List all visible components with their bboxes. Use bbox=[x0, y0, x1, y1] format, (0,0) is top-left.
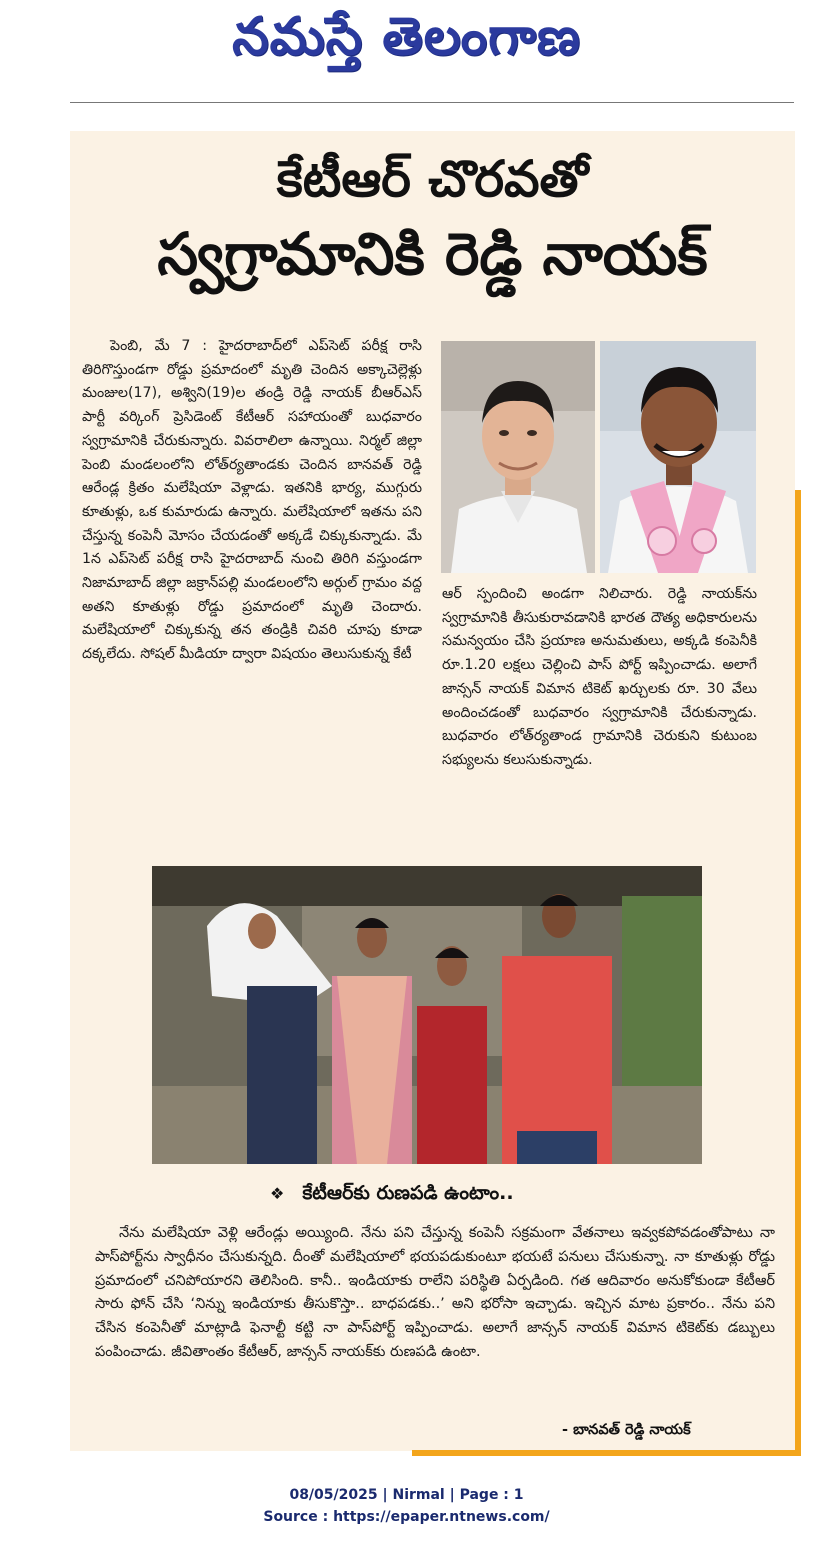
quote-body: నేను మలేషియా వెళ్లి ఆరేండ్లు అయ్యింది. నేను పని చేస్తున్న కంపెనీ సక్రమంగా వేతనాలు ఇవ్వకపోవడంతోపాటు నా పాస్‌పోర్ట్‌ను స్వాధీనం చేసుకున్నది. దీంతో మలేషియాలో భయపడుకుంటూ భయటే పనులు చేసుకున్నా. నా కూతుళ్లు రోడ్డు ప్రమాదంలో చనిపోయారని తెలిసింది. కానీ.. ఇండియాకు రాలేని పరిస్థితి ఏర్పడింది. గత ఆదివారం అనుకోకుండా కేటీఆర్ సారు ఫోన్ చేసి ‘నిన్ను ఇండియాకు తీసుకొస్తా.. బాధపడకు..’ అని భరోసా ఇచ్చాడు. ఇచ్చిన మాట ప్రకారం.. నేను పని చేసిన కంపెనీతో మాట్లాడి ఫెనాల్టీ కట్టి నా పాస్‌పోర్ట్ ఇప్పించాడు. అలాగే జాన్సన్ నాయక్ విమాన టికెట్‌కు డబ్బులు పంపించాడు. జీవితాంతం కేటీఆర్, జాన్సన్ నాయక్‌కు రుణపడి ఉంటా. bbox=[95, 1225, 775, 1360]
portrait-ktr-illustration bbox=[441, 341, 595, 573]
masthead-divider bbox=[70, 102, 794, 103]
headline-line-1: కేటీఆర్ చొరవతో bbox=[276, 150, 589, 208]
footer-source: Source : https://epaper.ntnews.com/ bbox=[263, 1509, 550, 1525]
photo-family bbox=[152, 866, 702, 1164]
photo-portrait-leader bbox=[600, 341, 756, 573]
portrait-leader-illustration bbox=[600, 341, 756, 573]
photo-portrait-ktr bbox=[441, 341, 595, 573]
masthead-title: నమస్తే తెలంగాణ bbox=[232, 6, 581, 67]
quote-subheading-text: కేటీఆర్‌కు రుణపడి ఉంటాం.. bbox=[302, 1182, 514, 1204]
quote-signature: - బానవత్ రెడ్డి నాయక్ bbox=[562, 1422, 691, 1438]
article-frame-right bbox=[795, 490, 801, 1450]
headline-line-2: స్వగ్రామానికి రెడ్డి నాయక్ bbox=[157, 220, 708, 288]
article-body-right: ఆర్ స్పందించి అండగా నిలిచారు. రెడ్డి నాయక్‌ను స్వగ్రామానికి తీసుకురావడానికి భారత దౌత్య అధికారులను సమన్వయం చేసి ప్రయాణ అనుమతులు, అక్కడి కంపెనీకి రూ.1.20 లక్షలు చెల్లించి పాస్ పోర్ట్ ఇప్పించాడు. అలాగే జాన్సన్ నాయక్ విమాన టికెట్ ఖర్చులకు రూ. 30 వేలు అందించడంతో బుధవారం స్వగ్రామానికి చేరుకున్నాడు. బుధవారం లోత్‌ర్యతాండ గ్రామానికి చెరుకుని కుటుంబ సభ్యులను కలుసుకున్నాడు. bbox=[442, 586, 757, 768]
article-frame-bottom bbox=[412, 1450, 801, 1456]
article-body-left: పెంబి, మే 7 : హైదరాబాద్‌లో ఎప్‌సెట్ పరీక్ష రాసి తిరిగొస్తుండగా రోడ్డు ప్రమాదంలో మృతి చెందిన అక్కాచెల్లెళ్లు మంజుల(17), అశ్విని(19)ల తండ్రి రెడ్డి నాయక్ బీఆర్‌ఎస్ పార్టీ వర్కింగ్ ప్రెసిడెంట్ కేటీఆర్ సహాయంతో బుధవారం స్వగ్రామానికి చేరుకున్నారు. వివరాలిలా ఉన్నాయి. నిర్మల్ జిల్లా పెంబి మండలంలోని లోత్‌ర్యతాండకు చెందిన బానవత్ రెడ్డి ఆరేండ్ల క్రితం మలేషియా వెళ్లాడు. ఇతనికి భార్య, ముగ్గురు కూతుళ్లు, ఒక కుమారుడు ఉన్నారు. మలేషియాలో ఇతను పని చేస్తున్న కంపెనీ మోసం చేయడంతో అక్కడే చిక్కుకున్నాడు. మే 1న ఎప్‌సెట్ పరీక్ష రాసి హైదరాబాద్ నుంచి తిరిగి వస్తుండగా నిజామాబాద్ జిల్లా జక్రాన్‌పల్లి మండలంలోని అర్గుల్ గ్రామం వద్ద అతని కూతుళ్లు రోడ్డు ప్రమాదంలో మృతి చెందారు. మలేషియాలో చిక్కుకున్న తన తండ్రికి చివరి చూపు కూడా దక్కలేదు. సోషల్ మీడియా ద్వారా విషయం తెలుసుకున్న కేటీ bbox=[82, 338, 422, 663]
quote-subheading bbox=[270, 1182, 514, 1209]
footer-edition-info: 08/05/2025 | Nirmal | Page : 1 bbox=[289, 1487, 524, 1503]
diamond-bullet-icon: ❖ bbox=[270, 1184, 285, 1203]
family-photo-illustration bbox=[152, 866, 702, 1164]
